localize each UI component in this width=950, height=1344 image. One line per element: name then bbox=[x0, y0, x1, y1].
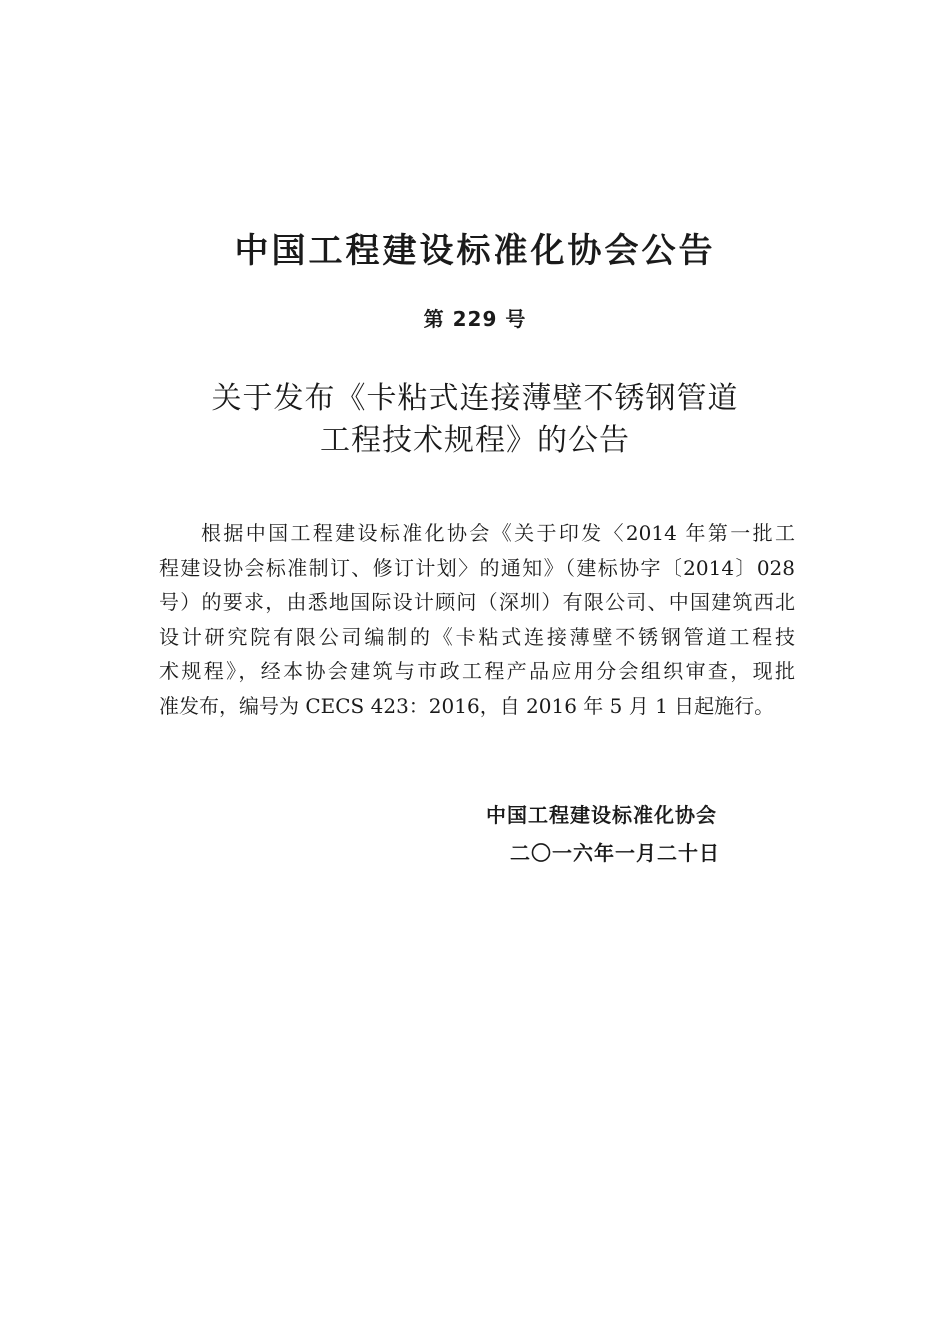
subject-line-2: 工程技术规程》的公告 bbox=[320, 423, 630, 458]
body-line-1: 根据中国工程建设标准化协会《关于印发〈2014 年第一批工 bbox=[201, 521, 795, 545]
body-line-3: 号）的要求，由悉地国际设计顾问（深圳）有限公司、中国建筑西北 bbox=[159, 590, 795, 614]
body-line-4: 设计研究院有限公司编制的《卡粘式连接薄壁不锈钢管道工程技 bbox=[159, 624, 795, 649]
signature-date: 二〇一六年一月二十日 bbox=[510, 841, 720, 865]
body-line-5: 术规程》，经本协会建筑与市政工程产品应用分会组织审查，现批 bbox=[159, 659, 795, 683]
document-number: 第 229 号 bbox=[423, 307, 527, 331]
subject-line-1: 关于发布《卡粘式连接薄壁不锈钢管道 bbox=[211, 381, 739, 416]
announcement-body bbox=[159, 516, 795, 723]
body-line-2: 程建设协会标准制订、修订计划〉的通知》（建标协字〔2014〕028 bbox=[159, 555, 795, 580]
body-line-6: 准发布，编号为 CECS 423：2016，自 2016 年 5 月 1 日起施行。 bbox=[159, 693, 775, 718]
signature-organization: 中国工程建设标准化协会 bbox=[486, 803, 717, 827]
announcement-subject bbox=[0, 378, 950, 462]
announcement-title: 中国工程建设标准化协会公告 bbox=[234, 231, 716, 271]
